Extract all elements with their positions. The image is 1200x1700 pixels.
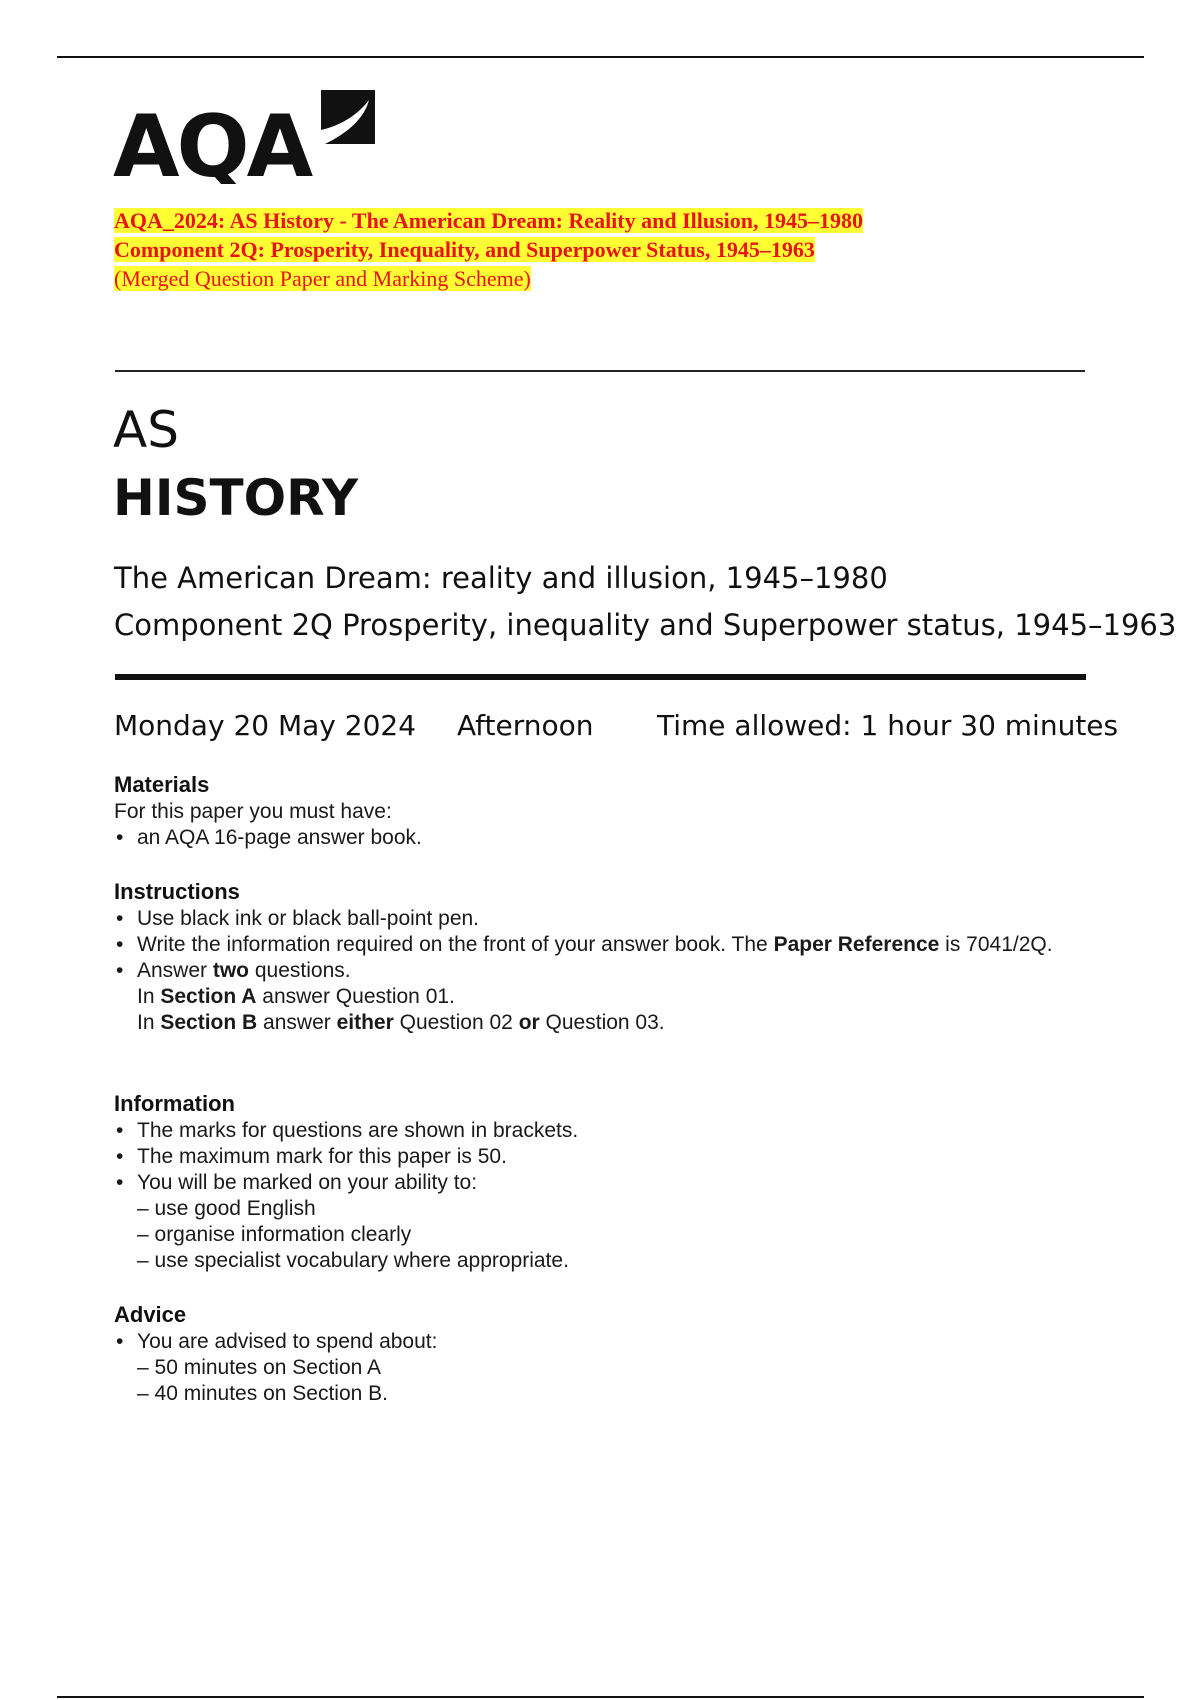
materials-intro: For this paper you must have:: [114, 800, 392, 823]
information-section: [114, 1090, 1074, 1274]
instruction-answer-questions: • Answer two questions.: [114, 958, 1074, 984]
information-sub-item: – use specialist vocabulary where appropriate.: [137, 1249, 569, 1272]
information-sub-item: – organise information clearly: [137, 1223, 412, 1246]
instructions-heading: Instructions: [114, 879, 240, 904]
aqa-logo: [113, 86, 385, 184]
bottom-rule: [57, 1696, 1144, 1698]
instruction-section-a: In Section A answer Question 01.: [137, 985, 455, 1008]
information-heading: Information: [114, 1091, 235, 1116]
information-sub-item: – use good English: [137, 1197, 316, 1220]
materials-heading: Materials: [114, 772, 210, 797]
header-line-2: Component 2Q: Prosperity, Inequality, and Superpower Status, 1945–1963: [114, 237, 815, 262]
advice-item: • You are advised to spend about:: [114, 1329, 1074, 1355]
aqa-logo-text: AQA: [113, 97, 311, 184]
level-title: AS: [113, 401, 179, 459]
instruction-pen: • Use black ink or black ball-point pen.: [114, 906, 1074, 932]
header-line-1: AQA_2024: AS History - The American Dream: Reality and Illusion, 1945–1980: [114, 208, 864, 233]
subject-title: HISTORY: [113, 469, 359, 527]
top-rule: [57, 56, 1144, 58]
header-line-3: (Merged Question Paper and Marking Scheme): [114, 266, 531, 291]
component-title: Component 2Q Prosperity, inequality and Superpower status, 1945–1963: [114, 608, 1177, 642]
materials-item: • an AQA 16-page answer book.: [114, 825, 1074, 851]
document-header-highlight: [114, 206, 863, 293]
information-ability: • You will be marked on your ability to:: [114, 1170, 1074, 1196]
title-divider: [115, 370, 1085, 372]
information-marks: • The marks for questions are shown in brackets.: [114, 1118, 1074, 1144]
thick-divider: [115, 674, 1086, 680]
advice-sub-item: – 40 minutes on Section B.: [137, 1382, 388, 1405]
instruction-section-b: In Section B answer either Question 02 or Question 03.: [137, 1011, 665, 1034]
paper-title: The American Dream: reality and illusion, 1945–1980: [114, 561, 888, 595]
exam-date: Monday 20 May 2024: [114, 709, 417, 742]
instruction-paper-reference: • Write the information required on the front of your answer book. The Paper Reference is 7041/2Q.: [114, 932, 1074, 958]
materials-section: [114, 771, 1074, 851]
time-allowed: Time allowed: 1 hour 30 minutes: [657, 709, 1119, 742]
information-max-mark: • The maximum mark for this paper is 50.: [114, 1144, 1074, 1170]
advice-heading: Advice: [114, 1302, 187, 1327]
advice-sub-item: – 50 minutes on Section A: [137, 1356, 381, 1379]
advice-section: [114, 1301, 1074, 1407]
instructions-section: [114, 878, 1074, 1036]
exam-session: Afternoon: [457, 709, 594, 742]
